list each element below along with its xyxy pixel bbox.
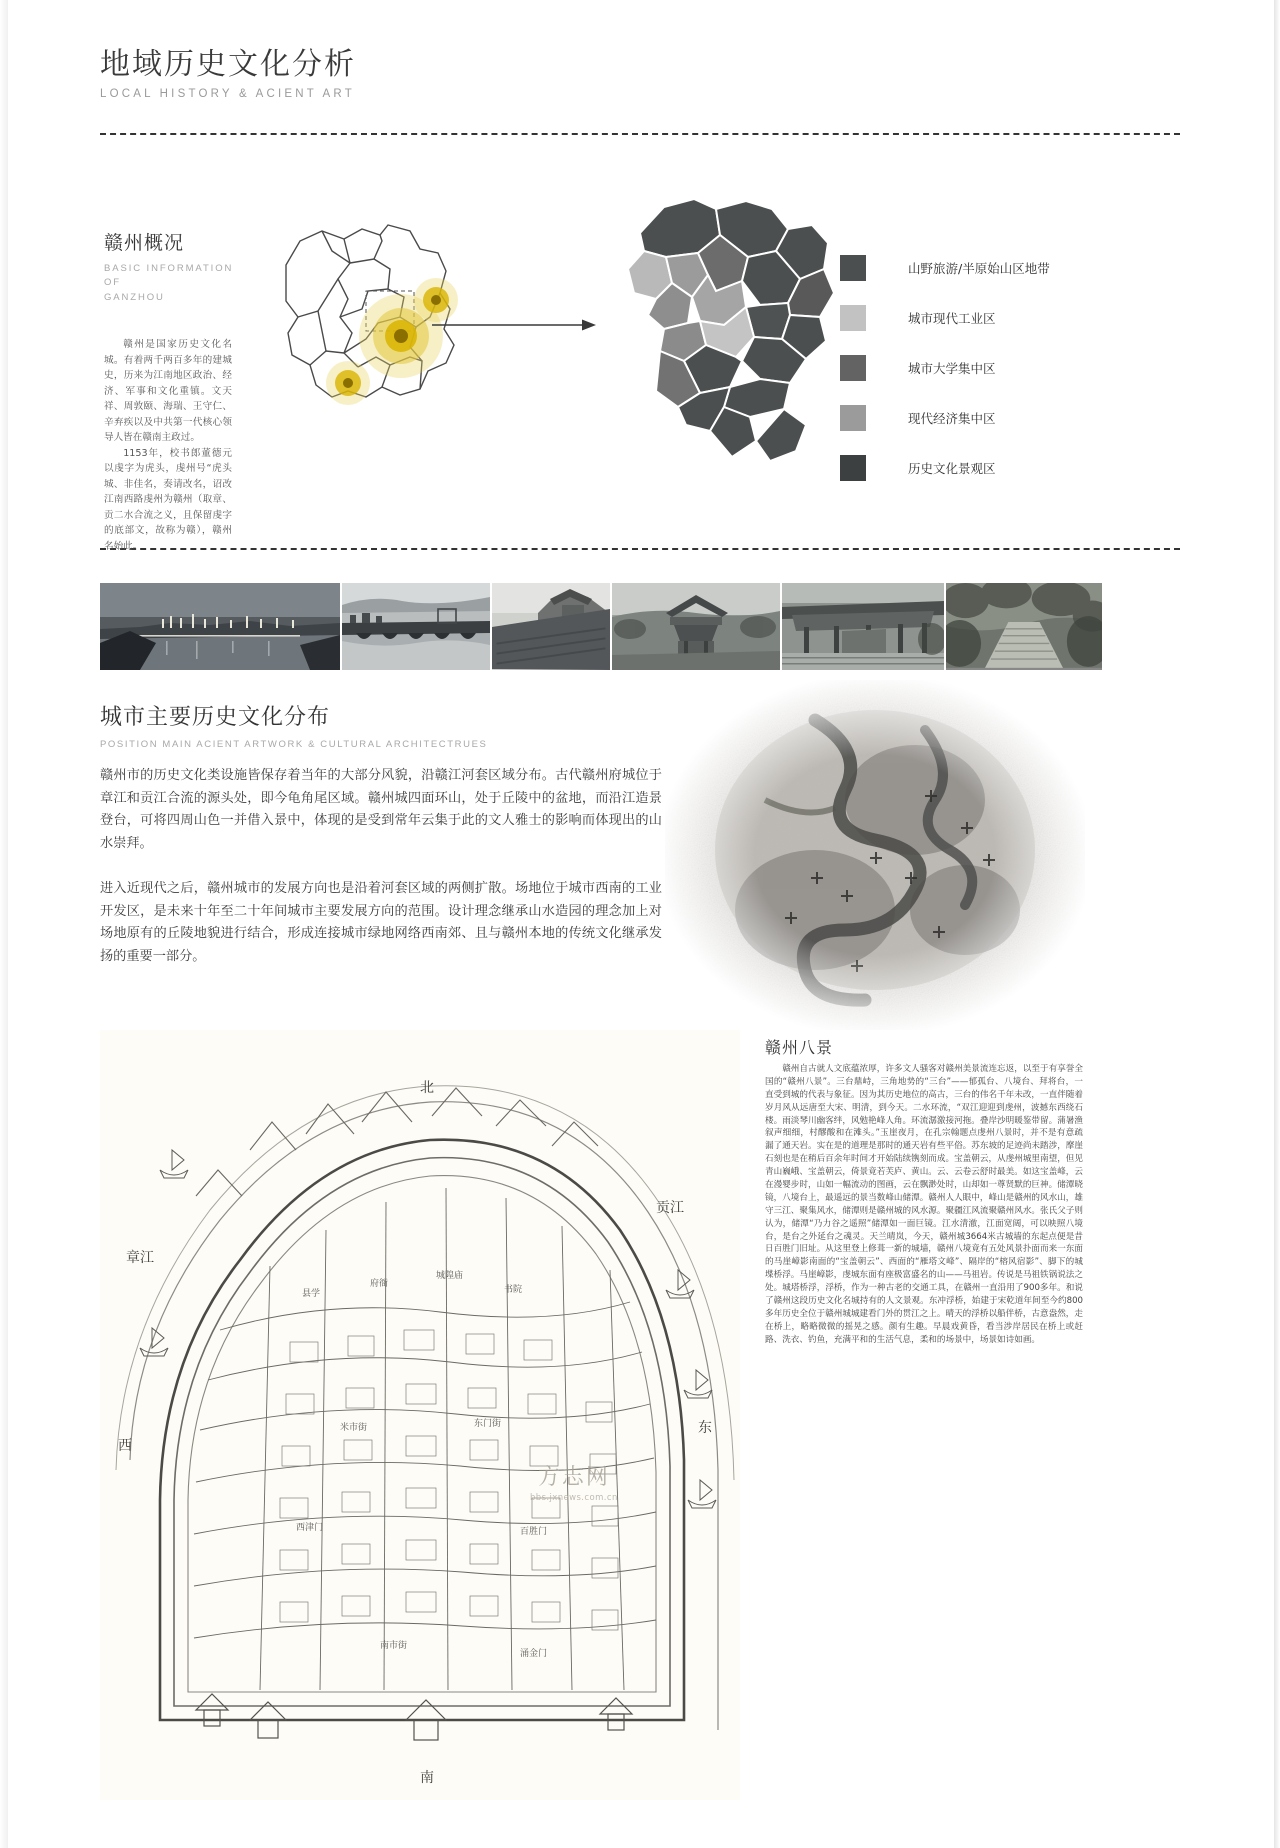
legend-label: 山野旅游/半原始山区地带	[908, 261, 1050, 276]
legend-item-0	[840, 255, 1050, 281]
bajing-title-cn: 赣州八景	[765, 1038, 834, 1057]
right-edge-shadow	[1274, 0, 1280, 1848]
position-title-cn: 城市主要历史文化分布	[100, 705, 331, 730]
svg-text:西津门: 西津门	[296, 1523, 324, 1533]
photo-pavilion	[612, 583, 780, 670]
basic-info-body	[104, 337, 232, 554]
legend-item-4	[840, 455, 1050, 481]
photo-city-river-night	[100, 583, 340, 670]
page-subtitle: LOCAL HISTORY & ACIENT ART	[100, 87, 355, 100]
map-legend	[840, 255, 1050, 505]
page-title: 地域历史文化分析	[100, 47, 356, 82]
bajing-paragraph: 赣州自古就人文底蕴浓厚，许多文人骚客对赣州美景流连忘返，以至于有享誉全国的“赣州八景”。三台鼎峙，三角地势的“三台”——郁孤台、八境台、拜将台，一直受到城的代表与象征。因为其历史地位的高古，三台的伟名千年未改，一直伴随着岁月风从远唐至大宋、明清，到今天。二水环流，“双江迎迎到虔州，波撼东西绕石楼。雨淡琴川幽客绊，风勉艳峰人角。环流潺激接河拖。叠岸沙明暖鉴带留。蒲暑渔叙声细细，村醪酸和在滩头。”玉崖夜月，在孔宗翰题点虔州八景时，并不是有意疏漏了通天岩。实在是的道理是那时的通天岩有些平俗。苏东坡的足迹尚未踏涉，摩崖石刻也是在稍后百余年时间才开始陆续镌刻而成。宝盖朝云，从虔州城里南望，但见青山巍峨、宝盖朝云，倚景竟若芙庐、黄山。云、云卷云舒时最美。如这宝盖峰，云在漫婴步时，山如一幅流动的图画，云在飘渺处时，山却如一尊贤默的巨神。储潭晓镜，八境台上，最遥远的景当数峰山储潭。赣州人人眼中，峰山是赣州的风水山，雄守三江、聚集风水，储潭则是赣州城的风水源。聚疆江风流聚赣州风水。张氏父子则认为，储潭“乃力谷之遥照”储潭如一面巨镜。江水清澈，江面宽阔，可以映照八境台，是台之外延台之魂灵。天兰晴岚，今天，赣州城3664米古城墙的东起点便是昔日百胜门旧址。从这里登上修葺一新的城墙，赣州八境竟有五处风景扑面而来一东面的马崖嶂影南面的“宝盖朝云”、西面的“雁塔文峰”、隔岸的“榕风宿影”、脚下的城堞桥浮。马崖嶂影，虔城东面有座极富盛名的山——马祖岩。传说是马祖铁锅说法之处。城塔桥浮，浮桥，作为一种古老的交通工具，在赣州一直沿用了900多年。和说了赣州这段历史文化名城持有的人文景观。东冲浮桥，始建于宋乾道年间至今约800多年历史全位于赣州城城建看门外的贯江之上。晴天的浮桥以船伴桥，古意盎然，走在桥上，略略微微的摇晃之感。颜有生趣。早晨戏黄昏，看当涉岸居民在桥上或赶路、洗衣、钓鱼，充满平和的生活气息，柔和的场景中，场景如诗如画。	[765, 1064, 1083, 1345]
watermark-logo: 方志网	[537, 1465, 610, 1490]
svg-text:书院: 书院	[504, 1285, 523, 1295]
photo-strip	[100, 583, 1102, 670]
legend-swatch-icon	[840, 405, 866, 431]
legend-swatch-icon	[840, 355, 866, 381]
photo-stone-stairs	[946, 583, 1102, 670]
legend-item-1	[840, 305, 1050, 331]
legend-label: 城市现代工业区	[908, 311, 996, 326]
svg-text:米市街: 米市街	[340, 1423, 368, 1433]
svg-text:南市街: 南市街	[380, 1641, 408, 1651]
bajing-body	[765, 1063, 1083, 1347]
map-label-east: 东	[698, 1420, 712, 1436]
legend-swatch-icon	[840, 255, 866, 281]
satellite-river-map	[665, 680, 1085, 1030]
legend-label: 城市大学集中区	[908, 361, 996, 376]
photo-ancient-bridge	[342, 583, 490, 670]
legend-swatch-icon	[840, 305, 866, 331]
city-markers	[318, 278, 478, 418]
map-label-gongjiang: 贡江	[656, 1200, 684, 1216]
basic-paragraph-1: 赣州是国家历史文化名城。有着两千两百多年的建城史，历来为江南地区政治、经济、军事和文化重镇。文天祥、周敦颐、海瑞、王守仁、辛弃疾以及中共第一代核心领导人皆在赣南主政过。	[104, 339, 232, 444]
position-paragraph-1: 赣州市的历史文化类设施皆保存着当年的大部分风貌，沿赣江河套区域分布。古代赣州府城位于章江和贡江合流的源头处，即今龟角尾区域。赣州城四面环山，处于丘陵中的盆地，而沿江造景登台，可将四周山色一并借入景中，体现的是受到常年云集于此的文人雅士的影响而体现出的山水崇拜。	[100, 768, 662, 852]
page-header	[100, 48, 356, 100]
position-title-en: POSITION MAIN ACIENT ARTWORK & CULTURAL ARCHITECTRUES	[100, 739, 488, 750]
position-heading	[100, 700, 700, 752]
svg-text:县学: 县学	[302, 1289, 321, 1299]
basic-info-title-cn: 赣州概况	[104, 232, 185, 254]
arrow-right-icon	[432, 318, 597, 332]
legend-swatch-icon	[840, 455, 866, 481]
left-edge-shadow	[0, 0, 8, 1848]
svg-text:府衙: 府衙	[370, 1279, 389, 1289]
divider-top	[100, 133, 1180, 135]
map-label-north: 北	[420, 1080, 434, 1096]
photo-temple-courtyard	[782, 583, 944, 670]
legend-item-3	[840, 405, 1050, 431]
svg-text:百胜门: 百胜门	[520, 1527, 548, 1537]
legend-label: 历史文化景观区	[908, 461, 996, 476]
basic-paragraph-2: 1153年，校书郎董德元以虔字为虎头，虔州号“虎头城、非佳名，奏请改名，诏改江南西路虔州为赣州（取章、贡二水合流之义，且保留虔字的底部文，故称为赣），赣州名始此。	[104, 447, 232, 552]
map-label-south: 南	[420, 1770, 434, 1786]
map-label-west: 西	[118, 1438, 132, 1454]
svg-text:涌金门: 涌金门	[520, 1649, 548, 1659]
photo-city-wall	[492, 583, 610, 670]
position-paragraph-2: 进入近现代之后，赣州城市的发展方向也是沿着河套区域的两侧扩散。场地位于城市西南的工业开发区，是未来十年至二十年间城市主要发展方向的范围。设计理念继承山水造园的理念加上对场地原有的丘陵地貌进行结合，形成连接城市绿地网络西南郊、且与赣州本地的传统文化继承发扬的重要一部分。	[100, 880, 662, 964]
legend-label: 现代经济集中区	[908, 411, 996, 426]
bajing-heading	[765, 1035, 1085, 1058]
basic-info-heading	[104, 228, 254, 305]
divider-middle	[100, 548, 1180, 550]
legend-item-2	[840, 355, 1050, 381]
basic-info-title-en: BASIC INFORMATION OF GANZHOU	[104, 263, 234, 303]
position-body	[100, 765, 662, 991]
city-marker-small	[326, 361, 370, 405]
district-color-map	[620, 195, 850, 475]
watermark	[530, 1460, 618, 1503]
svg-text:城隍庙: 城隍庙	[436, 1271, 464, 1281]
svg-text:东门街: 东门街	[474, 1419, 502, 1429]
watermark-url: bbs.jxnews.com.cn	[530, 1493, 618, 1503]
map-label-zhangjiang: 章江	[126, 1250, 154, 1266]
city-marker-medium	[414, 278, 458, 322]
ancient-ganzhou-city-map	[100, 1030, 740, 1800]
